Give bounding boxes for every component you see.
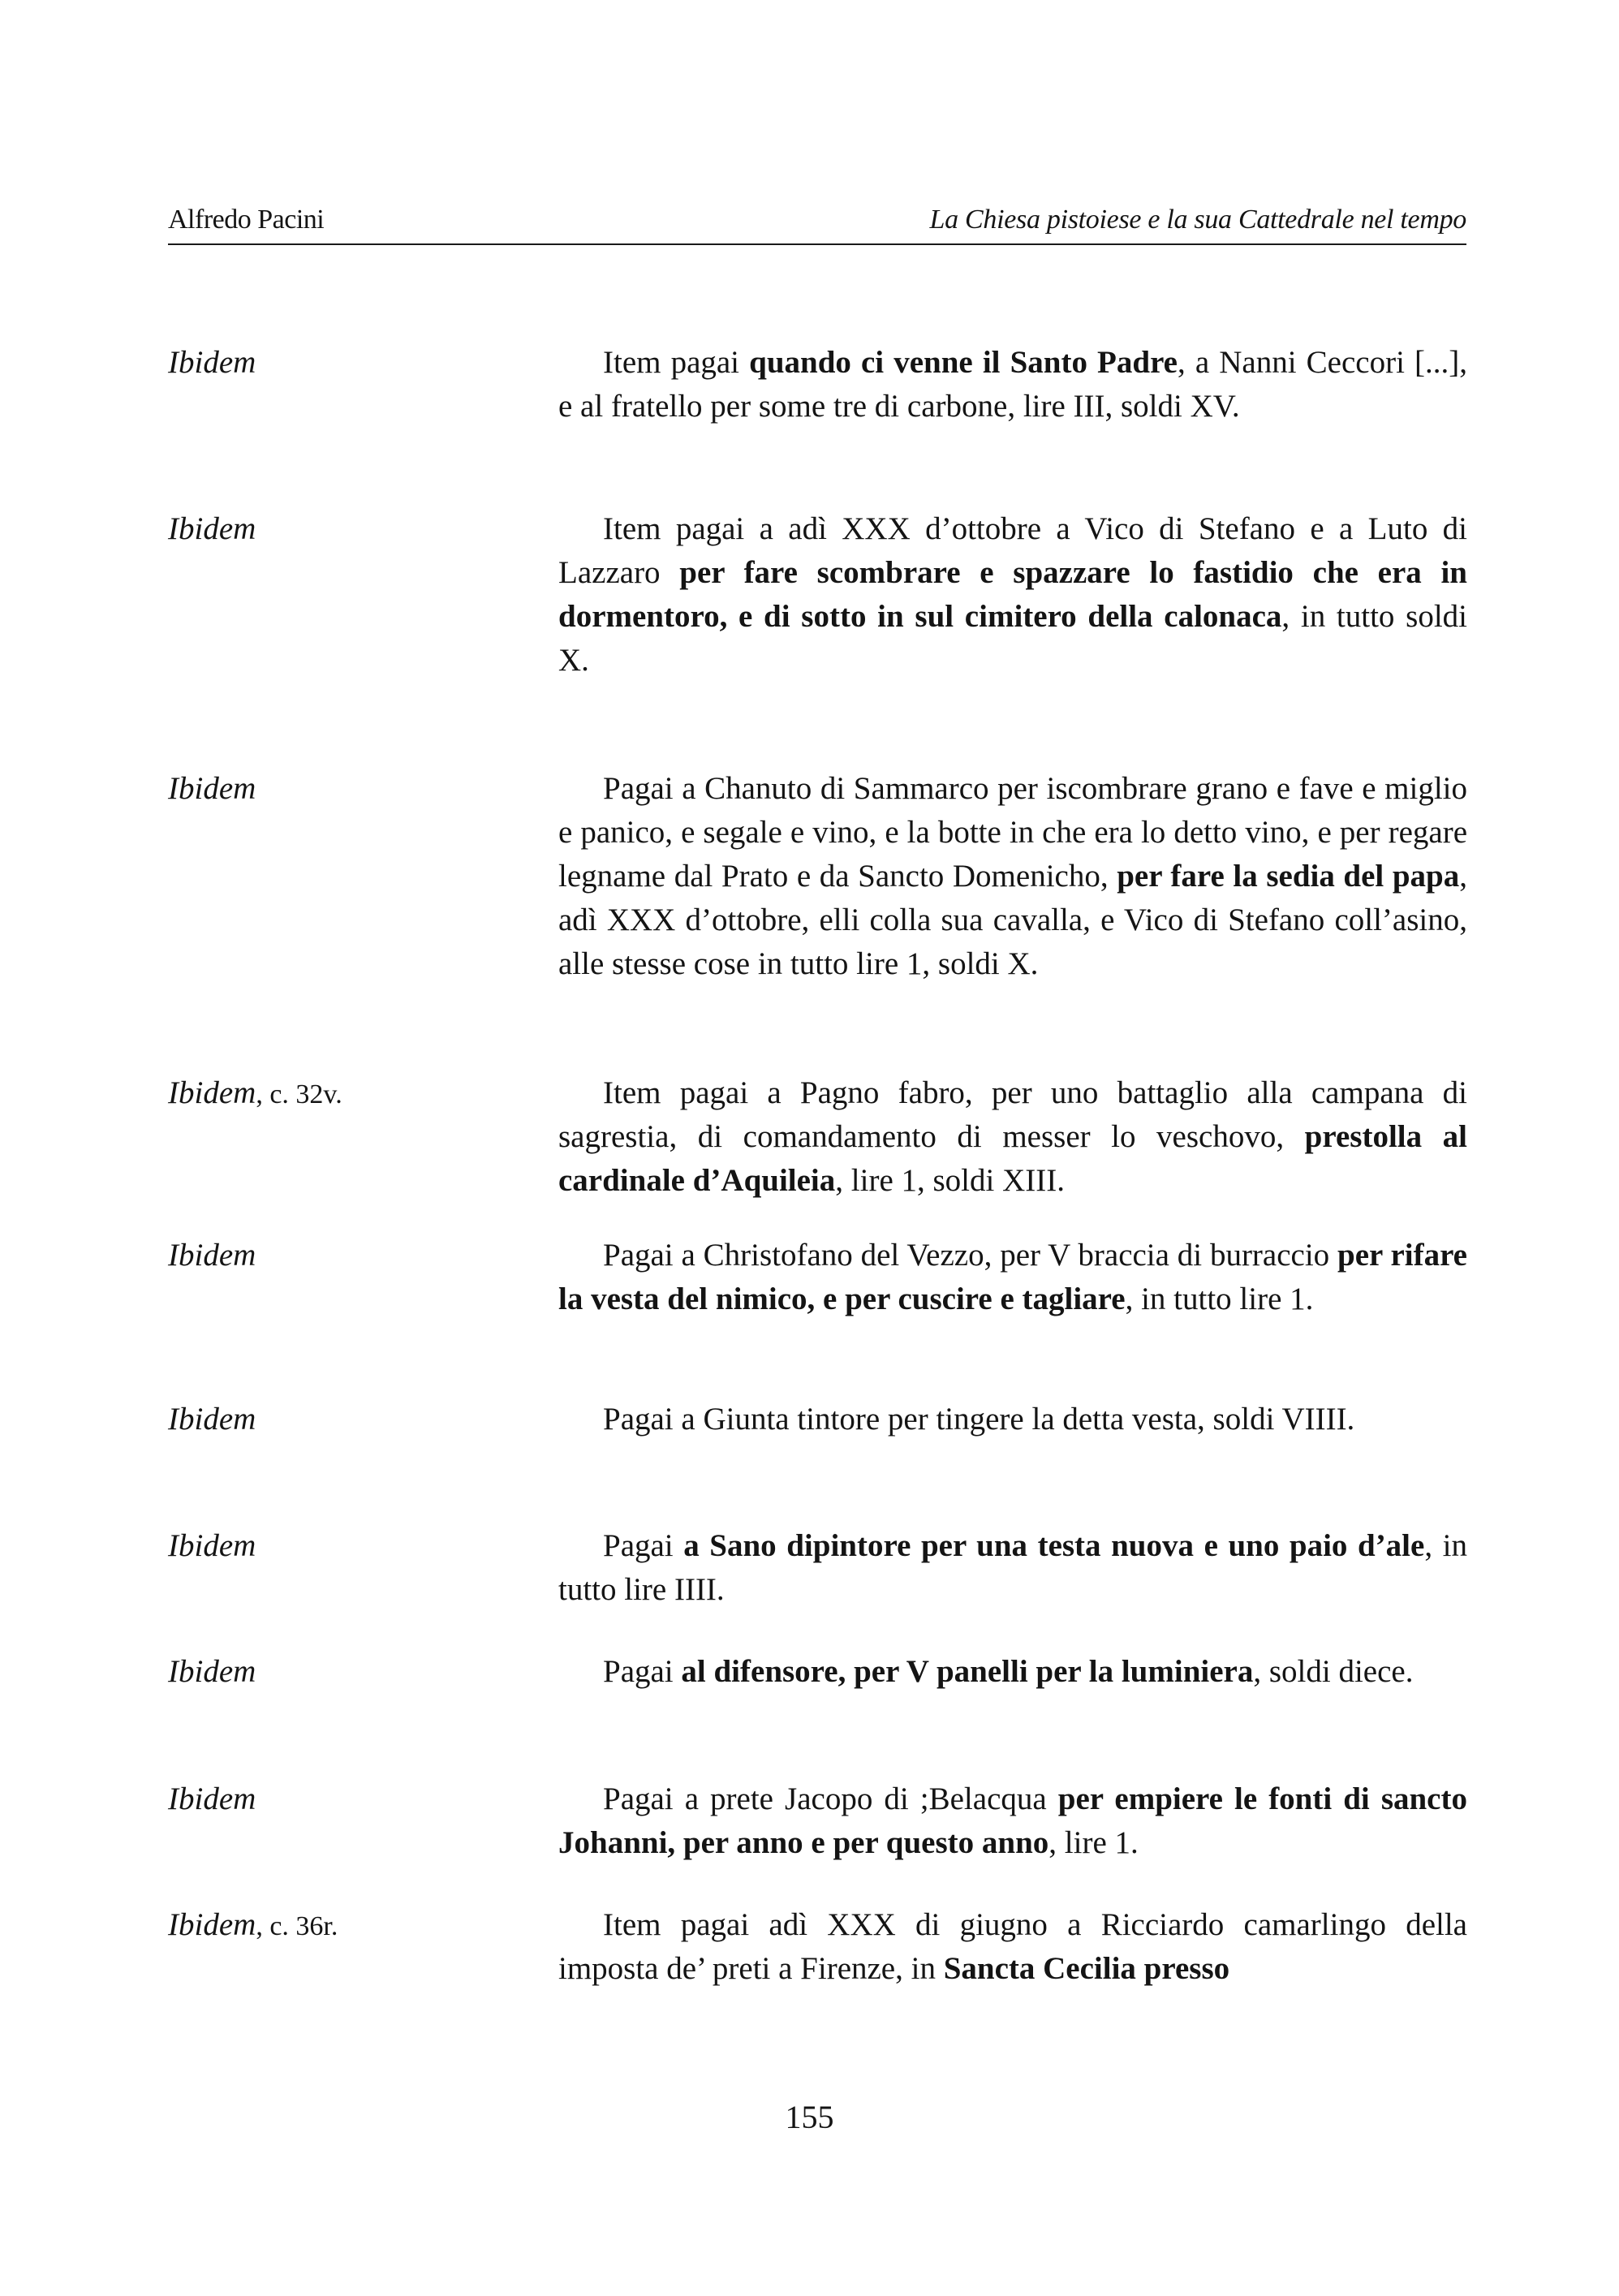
text-run: Pagai a Chanuto di Sammarco per iscombrare grano e fave e miglio e panico, e segale e vino, e la botte in che era lo detto vino, e per regare legname dal Prato e da Sancto Domenicho, bbox=[558, 771, 1467, 894]
header-title: La Chiesa pistoiese e la sua Cattedrale nel tempo bbox=[929, 205, 1466, 235]
bold-phrase: Sancta Cecilia presso bbox=[943, 1951, 1230, 1986]
text-run: Pagai a Giunta tintore per tingere la detta vesta, soldi VIIII. bbox=[603, 1402, 1355, 1437]
running-header bbox=[168, 205, 1466, 245]
citation: Ibidem bbox=[168, 511, 256, 546]
text-run: , a Nanni Ceccori [...], e al fratello per some tre di carbone, lire III, soldi XV. bbox=[558, 345, 1467, 424]
text-run: Item pagai adì XXX di giugno a Ricciardo camarlingo della imposta de’ preti a Firenze, in bbox=[558, 1907, 1467, 1986]
page-number: 155 bbox=[785, 2099, 834, 2135]
entry-text bbox=[558, 1777, 1467, 1865]
text-run: , in tutto lire 1. bbox=[1125, 1282, 1314, 1316]
entry-text bbox=[558, 341, 1467, 429]
citation: Ibidem bbox=[168, 1238, 256, 1273]
entry-text bbox=[558, 507, 1467, 683]
citation: Ibidem bbox=[168, 1402, 256, 1437]
entry-text bbox=[558, 767, 1467, 986]
bold-phrase: per fare scombrare e spazzare lo fastidio che era in dormentoro, e di sotto in sul cimitero della calonaca bbox=[558, 555, 1467, 634]
citation: Ibidem bbox=[168, 1781, 256, 1816]
bold-phrase: per empiere le fonti di sancto Johanni, per anno e per questo anno bbox=[558, 1781, 1467, 1860]
header-author: Alfredo Pacini bbox=[168, 205, 325, 235]
text-run: Pagai a prete Jacopo di ;Belacqua bbox=[603, 1781, 1058, 1816]
text-run: Pagai bbox=[603, 1528, 684, 1563]
text-run: , soldi diece. bbox=[1253, 1654, 1414, 1689]
text-run: Pagai a Christofano del Vezzo, per V braccia di burraccio bbox=[603, 1238, 1338, 1273]
bold-phrase: al difensore, per V panelli per la luminiera bbox=[681, 1654, 1254, 1689]
entry-text bbox=[558, 1071, 1467, 1203]
bold-phrase: per rifare la vesta del nimico, e per cuscire e tagliare bbox=[558, 1238, 1467, 1316]
text-run: , in tutto lire IIII. bbox=[558, 1528, 1467, 1607]
header-rule bbox=[168, 243, 1466, 245]
citation: Ibidem bbox=[168, 345, 256, 380]
text-run: Pagai bbox=[603, 1654, 682, 1689]
entry-text bbox=[558, 1234, 1467, 1321]
citation: Ibidem, c. 32v. bbox=[168, 1075, 342, 1110]
text-run: , adì XXX d’ottobre, elli colla sua cavalla, e Vico di Stefano coll’asino, alle stesse cose in tutto lire 1, soldi X. bbox=[558, 859, 1467, 981]
entry-text bbox=[558, 1524, 1467, 1612]
text-run: Item pagai bbox=[603, 345, 750, 380]
citation: Ibidem bbox=[168, 1654, 256, 1689]
text-run: , lire 1. bbox=[1048, 1825, 1139, 1860]
citation: Ibidem, c. 36r. bbox=[168, 1907, 338, 1942]
entry-text bbox=[558, 1398, 1467, 1441]
text-run: Item pagai a Pagno fabro, per uno battaglio alla campana di sagrestia, di comandamento di messer lo veschovo, bbox=[558, 1075, 1467, 1154]
citation: Ibidem bbox=[168, 1528, 256, 1563]
entry-text bbox=[558, 1903, 1467, 1991]
bold-phrase: per fare la sedia del papa bbox=[1117, 859, 1460, 894]
text-run: , lire 1, soldi XIII. bbox=[835, 1163, 1065, 1198]
text-run: Item pagai a adì XXX d’ottobre a Vico di Stefano e a Luto di Lazzaro bbox=[558, 511, 1467, 590]
entry-text bbox=[558, 1650, 1467, 1694]
bold-phrase: a Sano dipintore per una testa nuova e uno paio d’ale bbox=[683, 1528, 1425, 1563]
bold-phrase: quando ci venne il Santo Padre bbox=[749, 345, 1178, 380]
bold-phrase: prestolla al cardinale d’Aquileia bbox=[558, 1119, 1468, 1198]
text-run: , in tutto soldi X. bbox=[558, 599, 1467, 678]
citation: Ibidem bbox=[168, 771, 256, 806]
